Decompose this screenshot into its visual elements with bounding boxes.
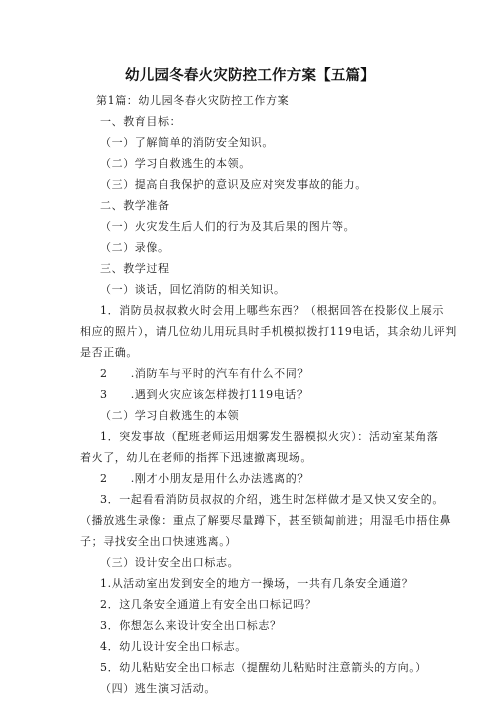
paragraph-line: 1．突发事故（配班老师运用烟雾发生器模拟火灾）：活动室某角落	[100, 430, 439, 443]
list-item: 3 .遇到火灾应该怎样拨打119电话？	[100, 388, 309, 401]
list-item: 3．一起看看消防员叔叔的介绍，逃生时怎样做才是又快又安全的。	[100, 493, 444, 506]
goal-item: （二）学习自救逃生的本领。	[100, 157, 251, 170]
paragraph-line: 1．消防员叔叔救火时会用上哪些东西？（根据回答在投影仪上展示	[100, 304, 444, 317]
list-item: 4．幼儿设计安全出口标志。	[100, 640, 247, 653]
paragraph-line: 着火了，幼儿在老师的指挥下迅速撤离现场。	[80, 451, 312, 464]
section-heading: 第1篇：幼儿园冬春火灾防控工作方案	[96, 94, 290, 107]
list-item: 1.从活动室出发到安全的地方一操场，一共有几条安全通道？	[100, 577, 414, 590]
heading-process: 三、教学过程	[100, 262, 170, 275]
process-subheading: （一）谈话，回忆消防的相关知识。	[100, 283, 286, 296]
list-item: 3．你想怎么来设计安全出口标志？	[100, 619, 282, 632]
preparation-item: （二）录像。	[100, 241, 170, 254]
list-item: 2 .刚才小朋友是用什么办法逃离的？	[100, 472, 309, 485]
process-subheading: （二）学习自救逃生的本领	[100, 409, 240, 422]
goal-item: （三）提高自我保护的意识及应对突发事故的能力。	[100, 178, 367, 191]
heading-teaching-goals: 一、教育目标：	[100, 115, 182, 128]
paragraph-line: 子；寻找安全出口快速逃离。）	[80, 535, 237, 548]
list-item: 2．这几条安全通道上有安全出口标记吗？	[100, 598, 317, 611]
list-item: 5．幼儿粘贴安全出口标志（提醒幼儿粘贴时注意箭头的方向。）	[100, 661, 427, 674]
list-item: 2 .消防车与平时的汽车有什么不同？	[100, 367, 309, 380]
document-title: 幼儿园冬春火灾防控工作方案【五篇】	[125, 68, 375, 84]
process-subheading: （三）设计安全出口标志。	[100, 556, 240, 569]
paragraph-line: 是否正确。	[80, 346, 138, 359]
paragraph-line: 相应的照片），请几位幼儿用玩具时手机模拟拨打119电话，其余幼儿评判	[80, 325, 457, 338]
goal-item: （一）了解简单的消防安全知识。	[100, 136, 274, 149]
process-subheading: （四）逃生演习活动。	[100, 682, 216, 695]
preparation-item: （一）火灾发生后人们的行为及其后果的图片等。	[100, 220, 356, 233]
paragraph-line: （播放逃生录像：重点了解要尽量蹲下，甚至锁匐前进；用湿毛巾捂住鼻	[80, 514, 452, 527]
heading-preparation: 二、教学准备	[100, 199, 170, 212]
